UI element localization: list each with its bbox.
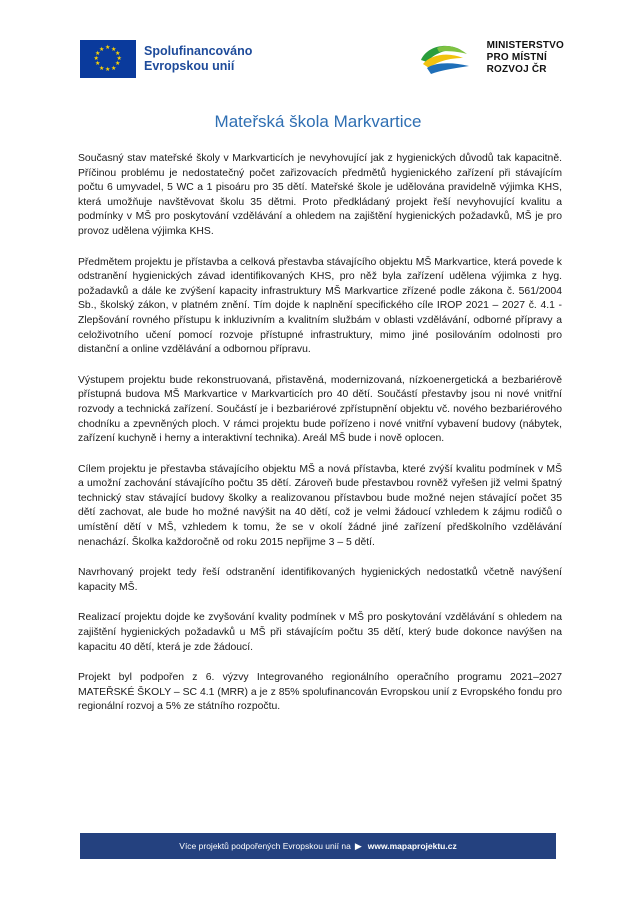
paragraph-project-output: Výstupem projektu bude rekonstruovaná, přistavěná, modernizovaná, nízkoenergetická a bezbariérově přístupná budova MŠ Markvartice v Markvarticích pro 40 dětí. Součástí přestavby jsou ni nové vnitřní rozvody a technická zařízení. Součástí je i bezbariérové zpřístupnění objektu vč. nového bezbariérového chodníku a zpevněných ploch. V rámci projektu bude pořízeno i nové vnitřní vybavení budovy (nábytek, zařízení kuchyně i herny a interaktivní technika). Areál MŠ bude i nově oplocen. [78, 374, 562, 445]
footer-banner [80, 833, 556, 859]
paragraph-project-realization: Realizací projektu dojde ke zvyšování kvality podmínek v MŠ pro poskytování vzdělávání s ohledem na zajištění hygienických požadavků u MŠ při stávajícím počtu 35 dětí, který bude dokonce navýšen na kapacitu 40 dětí, která je zde žádoucí. [78, 612, 562, 653]
paragraph-project-subject: Předmětem projektu je přístavba a celková přestavba stávajícího objektu MŠ Markvartice, která povede k odstranění hygienických závad identifikovaných KHS, pro něž byla zařízení udělena výjimka z hyg. požadavků a dále ke zvýšení kapacity infrastruktury MŠ Markvartice zřízené podle zákona č. 561/2004 Sb., školský zákon, v platném znění. Tím dojde k naplnění specifického cíle IROP 2021 – 2027 č. 4.1 - Zlepšování rovného přístupu k inkluzivním a kvalitním službám v oblasti vzdělávání, odborné přípravy a celoživotního učení pomocí rozvoje přístupné infrastruktury, mimo jiné posilováním odolnosti pro distanční a online vzdělávání a odbornou přípravu. [78, 256, 562, 356]
footer-text: Více projektů podpořených Evropskou unií na [179, 841, 351, 851]
ministry-line2: PRO MÍSTNÍ [486, 52, 547, 63]
eu-cofinancing-logo [80, 40, 252, 78]
footer-website-link[interactable]: www.mapaprojektu.cz [367, 841, 457, 851]
eu-logo-text [144, 44, 252, 74]
eu-logo-line2: Evropskou unií [144, 59, 235, 73]
paragraph-current-state: Současný stav mateřské školy v Markvarticích je nevyhovující jak z hygienických důvodů tak kapacitně. Příčinou problému je nedostatečný počet zařizovacích předmětů hygienického zařízení při stávajícím počtu 6 umyvadel, 5 WC a 1 pisoáru pro 35 dětí. Mateřské škole je udělována pravidelně výjimka KHS, která umožňuje navštěvovat školu 35 dětmi. Proto předkládaný projekt řeší nevyhovující kvalitu a podmínky v MŠ pro poskytování vzdělávání a ohledem na zajištění hygienických požadavků, MŠ je pro provoz udělena výjimka KHS. [78, 153, 562, 237]
ministry-logo-text [487, 40, 564, 76]
ministry-emblem-icon [417, 38, 477, 78]
document-body [78, 152, 562, 731]
ministry-line1: MINISTERSTVO [486, 40, 564, 51]
paragraph-funding: Projekt byl podpořen z 6. výzvy Integrovaného regionálního operačního programu 2021–2027 MATEŘSKÉ ŠKOLY – SC 4.1 (MRR) a je z 85% spolufinancován Evropskou unií z Evropského fondu pro regionální rozvoj a 5% ze státního rozpočtu. [78, 672, 562, 713]
eu-logo-line1: Spolufinancováno [144, 44, 253, 58]
document-title: Mateřská škola Markvartice [214, 112, 422, 131]
ministry-line3: ROZVOJ ČR [486, 64, 547, 75]
paragraph-project-summary: Navrhovaný projekt tedy řeší odstranění identifikovaných hygienických nedostatků včetně navýšení kapacity MŠ. [78, 567, 562, 593]
eu-flag-icon: ★ ★ ★ ★ ★ ★ ★ ★ ★ ★ ★ ★ [80, 40, 136, 78]
paragraph-project-goal: Cílem projektu je přestavba stávajícího objektu MŠ a nová přístavba, které zvýší kvalitu podmínek v MŠ a umožní zachování stávajícího počtu 35 dětí. Zároveň bude přestavbou rovněž vyřešen již velmi špatný technický stav stávající budovy školky a realizovanou přístavbou bude možné nejen stávající počet 35 dětí zachovat, ale bude ho možné navýšit na 40 dětí, což je velmi žádoucí vzhledem k zájmu rodičů o umístění dětí v MŠ, vzhledem k tomu, že se v okolí žádné jiné zařízení předškolního vzdělávání nenachází. Školka každoročně od roku 2015 nepřijme 3 – 5 dětí. [78, 463, 562, 548]
arrow-right-icon: ▶ [354, 840, 362, 851]
ministry-logo [417, 38, 564, 78]
